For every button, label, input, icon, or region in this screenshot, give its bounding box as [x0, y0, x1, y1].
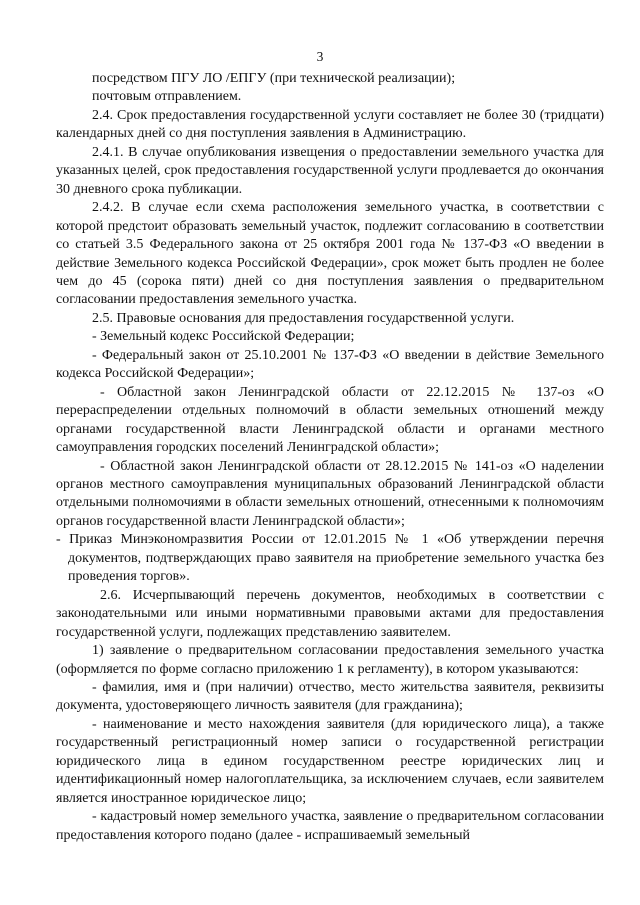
- paragraph-2-4-2: 2.4.2. В случае если схема расположения земельного участка, в соответствии с которой предстоит образовать земельный участок, подлежит согласованию в соответствии со статьей 3.5 Федерального закона от 25 октября 2001 года № 137-ФЗ «О введении в действие Земельного кодекса Российской Федерации», срок может быть продлен не более чем до 45 (сорока пяти) дней со дня поступления заявления о предварительном согласовании предоставления земельного участка.: [56, 200, 604, 308]
- paragraph-2-6: 2.6. Исчерпывающий перечень документов, необходимых в соответствии с законодательными или иными нормативными правовыми актами для предоставления государственной услуги, подлежащих представлению заявителем.: [56, 587, 604, 640]
- document-body: [56, 70, 604, 845]
- list-item-land-code: - Земельный кодекс Российской Федерации;: [92, 329, 355, 345]
- paragraph-application: 1) заявление о предварительном согласовании предоставления земельного участка (оформляется по форме согласно приложению 1 к регламенту), в котором указываются:: [56, 643, 604, 677]
- list-item-regional-law-141: - Областной закон Ленинградской области от 28.12.2015 № 141-оз «О наделении органов местного самоуправления муниципальных образований Ленинградской области отдельными полномочиями в области земельных отношений, отнесенными к полномочиям органов государственной власти Ленинградской области»;: [56, 458, 604, 529]
- paragraph-2-5: 2.5. Правовые основания для предоставления государственной услуги.: [92, 310, 515, 326]
- paragraph-2-4-1: 2.4.1. В случае опубликования извещения о предоставлении земельного участка для указанных целей, срок предоставления государственной услуги продлевается до окончания 30 дневного срока публикации.: [56, 144, 604, 197]
- paragraph-delivery-epgu: посредством ПГУ ЛО /ЕПГУ (при технической реализации);: [92, 71, 456, 86]
- list-item-legal-entity-details: - наименование и место нахождения заявителя (для юридического лица), а также государственный регистрационный номер записи о государственной регистрации юридического лица в едином государственном реестре юридических лиц и идентификационный номер налогоплательщика, за исключением случаев, если заявителем является иностранное юридическое лицо;: [56, 716, 604, 806]
- list-item-cadastral-number: - кадастровый номер земельного участка, заявление о предварительном согласовании предоставления которого подано (далее - испрашиваемый земельный: [56, 809, 604, 843]
- list-item-ministry-order: - Приказ Минэкономразвития России от 12.01.2015 № 1 «Об утверждении перечня документов, подтверждающих право заявителя на приобретение земельного участка без проведения торгов».: [56, 532, 604, 585]
- list-item-federal-law: - Федеральный закон от 25.10.2001 № 137-ФЗ «О введении в действие Земельного кодекса Российской Федерации»;: [56, 347, 604, 382]
- list-item-citizen-details: - фамилия, имя и (при наличии) отчество, место жительства заявителя, реквизиты документа, удостоверяющего личность заявителя (для гражданина);: [56, 679, 604, 714]
- list-item-regional-law-137: - Областной закон Ленинградской области от 22.12.2015 № 137-оз «О перераспределении отдельных полномочий в области земельных отношений между органами государственной власти Ленинградской области и органами местного самоуправления городских поселений Ленинградской области»;: [56, 384, 604, 456]
- paragraph-2-4: 2.4. Срок предоставления государственной услуги составляет не более 30 (тридцати) календарных дней со дня поступления заявления в Администрацию.: [56, 107, 604, 142]
- paragraph-delivery-mail: почтовым отправлением.: [92, 89, 242, 105]
- page-number: 3: [316, 49, 324, 64]
